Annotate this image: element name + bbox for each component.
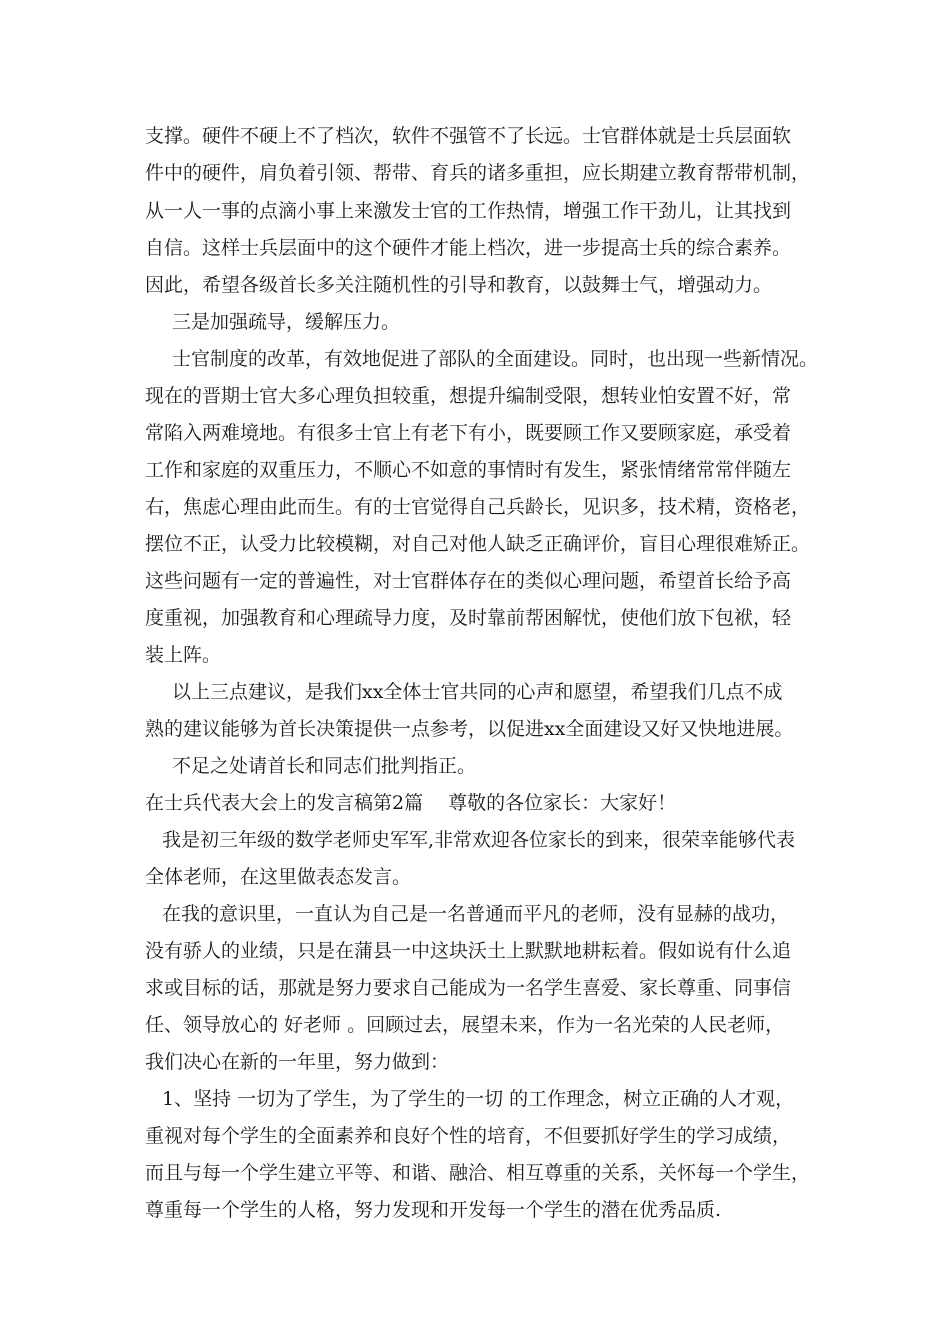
text-line: 我是初三年级的数学老师史军军,非常欢迎各位家长的到来，很荣幸能够代表 bbox=[162, 829, 796, 851]
text-line: 装上阵。 bbox=[145, 644, 222, 666]
text-line: 求或目标的话，那就是努力要求自己能成为一名学生喜爱、家长尊重、同事信 bbox=[145, 977, 792, 999]
section-heading: 三是加强疏导，缓解压力。 bbox=[172, 311, 401, 333]
text-line: 士官制度的改革，有效地促进了部队的全面建设。同时，也出现一些新情况。 bbox=[172, 348, 819, 370]
text-line: 这些问题有一定的普遍性，对士官群体存在的类似心理问题，希望首长给予高 bbox=[145, 570, 792, 592]
text-line: 1、坚持 一切为了学生，为了学生的一切 的工作理念，树立正确的人才观， bbox=[162, 1088, 795, 1110]
text-line: 自信。这样士兵层面中的这个硬件才能上档次，进一步提高士兵的综合素养。 bbox=[145, 237, 792, 259]
text-line: 支撑。硬件不硬上不了档次，软件不强管不了长远。士官群体就是士兵层面软 bbox=[145, 125, 792, 147]
text-line: 摆位不正，认受力比较模糊，对自己对他人缺乏正确评价，盲目心理很难矫正。 bbox=[145, 533, 811, 555]
text-line: 任、领导放心的 好老师 。回顾过去，展望未来，作为一名光荣的人民老师， bbox=[145, 1014, 785, 1036]
text-line: 常陷入两难境地。有很多士官上有老下有小，既要顾工作又要顾家庭，承受着 bbox=[145, 422, 792, 444]
text-line: 不足之处请首长和同志们批判指正。 bbox=[172, 755, 477, 777]
text-line: 因此，希望各级首长多关注随机性的引导和教育，以鼓舞士气，增强动力。 bbox=[145, 274, 773, 296]
text-line: 没有骄人的业绩，只是在蒲县一中这块沃土上默默地耕耘着。假如说有什么追 bbox=[145, 940, 792, 962]
text-line: 而且与每一个学生建立平等、和谐、融洽、相互尊重的关系，关怀每一个学生， bbox=[145, 1162, 811, 1184]
text-line: 现在的晋期士官大多心理负担较重，想提升编制受限，想转业怕安置不好，常 bbox=[145, 385, 792, 407]
text-line: 重视对每个学生的全面素养和良好个性的培育，不但要抓好学生的学习成绩， bbox=[145, 1125, 792, 1147]
article-title: 在士兵代表大会上的发言稿第2篇 尊敬的各位家长：大家好！ bbox=[145, 792, 677, 814]
text-line: 从一人一事的点滴小事上来激发士官的工作热情，增强工作干劲儿，让其找到 bbox=[145, 200, 792, 222]
text-line: 工作和家庭的双重压力，不顺心不如意的事情时有发生，紧张情绪常常伴随左 bbox=[145, 459, 792, 481]
text-line: 件中的硬件，肩负着引领、帮带、育兵的诸多重担，应长期建立教育帮带机制， bbox=[145, 162, 811, 184]
text-line: 我们决心在新的一年里，努力做到： bbox=[145, 1051, 450, 1073]
text-line: 尊重每一个学生的人格，努力发现和开发每一个学生的潜在优秀品质. bbox=[145, 1199, 722, 1221]
text-line: 全体老师，在这里做表态发言。 bbox=[145, 866, 412, 888]
text-line: 熟的建议能够为首长决策提供一点参考，以促进xx全面建设又好又快地进展。 bbox=[145, 718, 794, 740]
text-line: 右，焦虑心理由此而生。有的士官觉得自己兵龄长，见识多，技术精，资格老， bbox=[145, 496, 811, 518]
text-line: 在我的意识里，一直认为自己是一名普通而平凡的老师，没有显赫的战功， bbox=[162, 903, 790, 925]
text-line: 度重视，加强教育和心理疏导力度，及时靠前帮困解忧，使他们放下包袱，轻 bbox=[145, 607, 792, 629]
text-line: 以上三点建议，是我们xx全体士官共同的心声和愿望，希望我们几点不成 bbox=[172, 681, 783, 703]
